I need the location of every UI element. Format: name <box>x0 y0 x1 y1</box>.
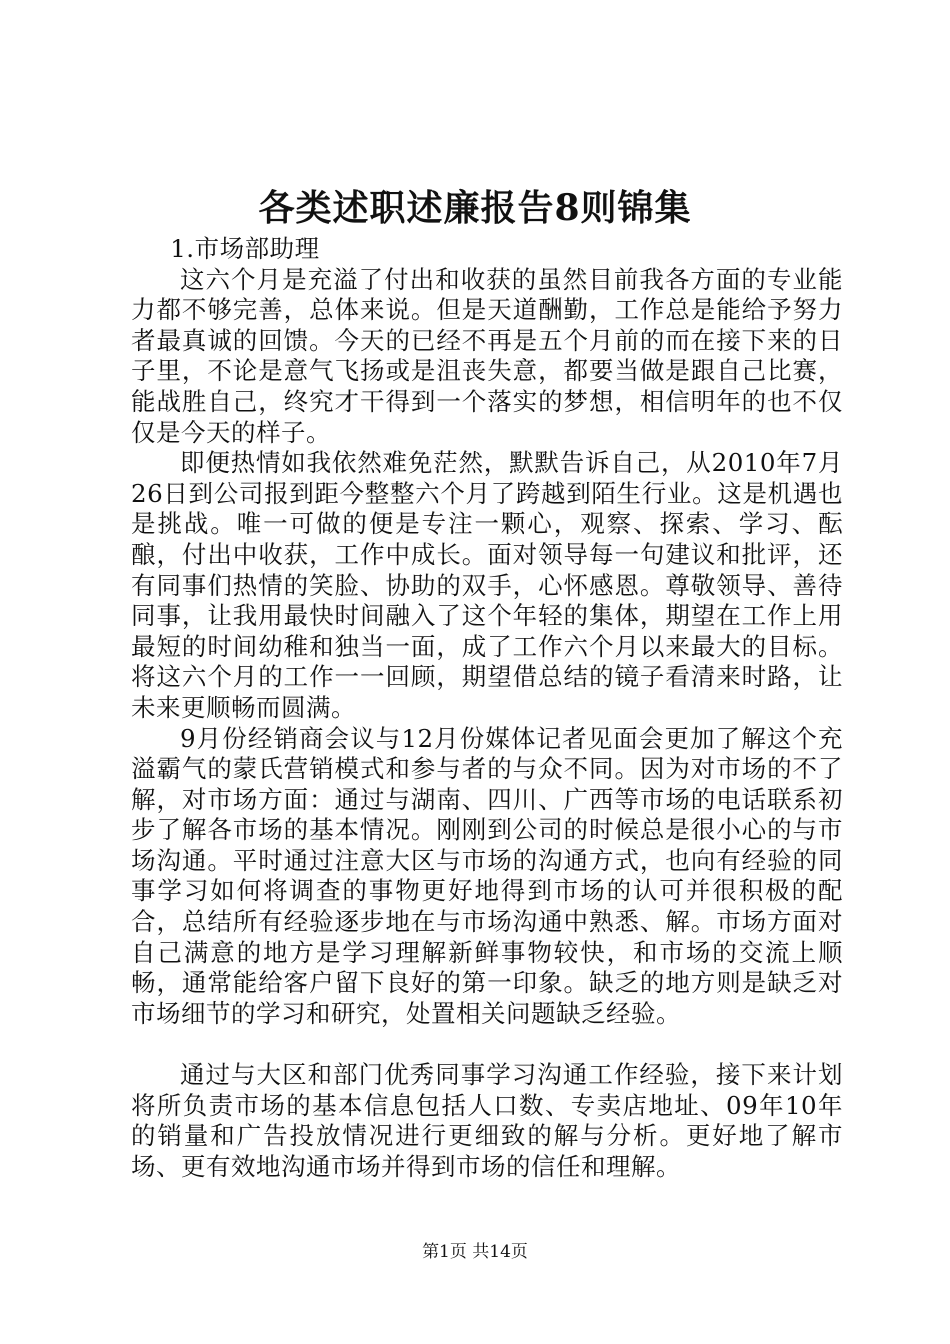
paragraph-2: 即便热情如我依然难免茫然，默默告诉自己，从2010年7月26日到公司报到距今整整六个月了跨越到陌生行业。这是机遇也是挑战。唯一可做的便是专注一颗心，观察、探索、学习、酝酿，付出中收获，工作中成长。面对领导每一句建议和批评，还有同事们热情的笑脸、协助的双手，心怀感恩。尊敬领导、善待同事，让我用最快时间融入了这个年轻的集体，期望在工作上用最短的时间幼稚和独当一面，成了工作六个月以来最大的目标。将这六个月的工作一一回顾，期望借总结的镜子看清来时路，让未来更顺畅而圆满。 <box>131 448 843 722</box>
section-heading: 1.市场部助理 <box>170 234 320 263</box>
document-title: 各类述职述廉报告8则锦集 <box>258 187 692 229</box>
paragraph-4: 通过与大区和部门优秀同事学习沟通工作经验，接下来计划将所负责市场的基本信息包括人口数、专卖店地址、09年10年的销量和广告投放情况进行更细致的解与分析。更好地了解市场、更有效地沟通市场并得到市场的信任和理解。 <box>131 1060 843 1181</box>
paragraph-spacer <box>131 1029 843 1060</box>
document-body <box>131 234 843 1182</box>
paragraph-1: 这六个月是充溢了付出和收获的虽然目前我各方面的专业能力都不够完善，总体来说。但是天道酬勤，工作总是能给予努力者最真诚的回馈。今天的已经不再是五个月前的而在接下来的日子里，不论是意气飞扬或是沮丧失意，都要当做是跟自己比赛，能战胜自己，终究才干得到一个落实的梦想，相信明年的也不仅仅是今天的样子。 <box>131 264 843 447</box>
page-footer: 第1页 共14页 <box>422 1242 528 1262</box>
paragraph-3: 9月份经销商会议与12月份媒体记者见面会更加了解这个充溢霸气的蒙氏营销模式和参与者的与众不同。因为对市场的不了解，对市场方面：通过与湖南、四川、广西等市场的电话联系初步了解各市场的基本情况。刚刚到公司的时候总是很小心的与市场沟通。平时通过注意大区与市场的沟通方式，也向有经验的同事学习如何将调查的事物更好地得到市场的认可并很积极的配合，总结所有经验逐步地在与市场沟通中熟悉、解。市场方面对自己满意的地方是学习理解新鲜事物较快，和市场的交流上顺畅，通常能给客户留下良好的第一印象。缺乏的地方则是缺乏对市场细节的学习和研究，处置相关问题缺乏经验。 <box>131 723 843 1028</box>
